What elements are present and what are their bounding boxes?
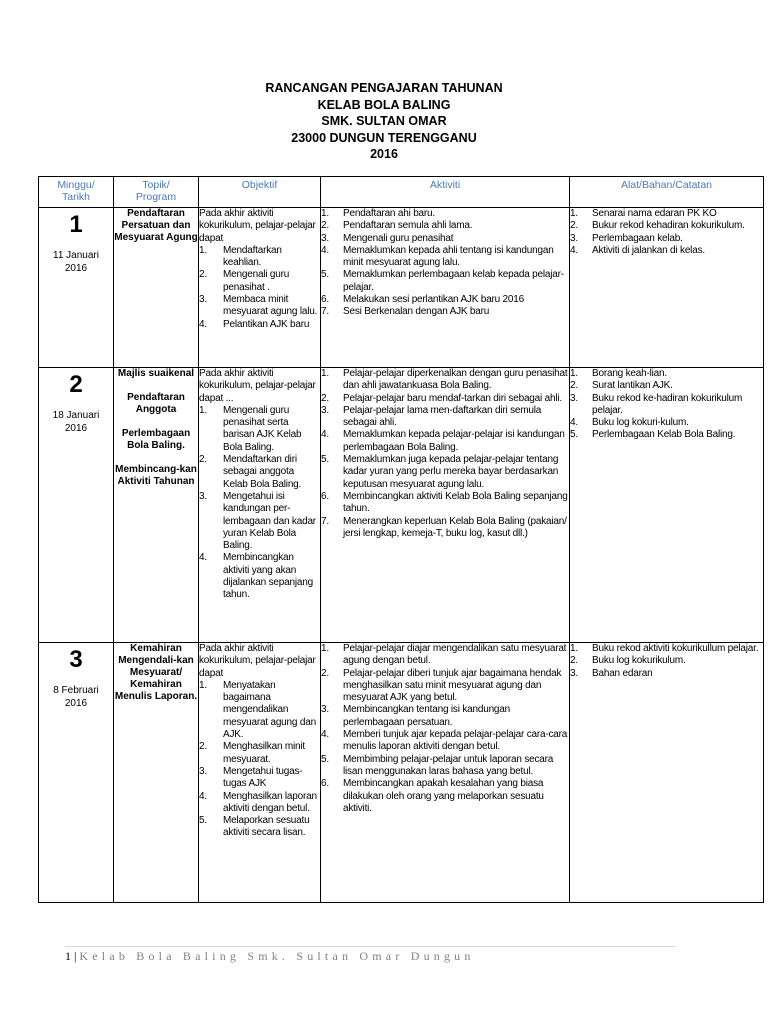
tool-item: 3. Buku rekod ke-hadiran kokurikulum pelajar. bbox=[570, 392, 743, 416]
objective-item: 2. Mengenali guru penasihat . bbox=[199, 269, 290, 293]
tools-cell bbox=[570, 643, 764, 903]
col-tools: Alat/Bahan/Catatan bbox=[570, 177, 764, 208]
topic-cell bbox=[114, 368, 199, 643]
tools-cell bbox=[570, 208, 764, 368]
activity-item: 4. Memberi tunjuk ajar kepada pelajar-pelajar cara-cara menulis laporan aktiviti dengan betul. bbox=[321, 729, 568, 753]
week-number: 1 bbox=[69, 211, 83, 238]
activity-item: 3. Mengenali guru penasihat bbox=[321, 232, 454, 244]
table-header-row bbox=[39, 177, 764, 208]
week-date: 11 Januari 2016 bbox=[53, 250, 99, 274]
activity-item: 7. Sesi Berkenalan dengan AJK baru bbox=[321, 306, 490, 318]
tool-item: 4. Buku log kokuri-kulum. bbox=[570, 417, 689, 429]
tool-item: 1. Borang keah-lian. bbox=[570, 368, 667, 379]
activity-item: 6. Membincangkan apakah kesalahan yang biasa dilakukan oleh orang yang melaporkan sesuatu aktiviti. bbox=[321, 778, 544, 814]
table-row bbox=[39, 643, 764, 903]
objective-cell bbox=[199, 368, 321, 643]
tool-item: 2. Bukur rekod kehadiran kokurikulum. bbox=[570, 220, 745, 232]
topic-cell bbox=[114, 643, 199, 903]
activity-item: 2. Pelajar-pelajar baru mendaf-tarkan diri sebagai ahli. bbox=[321, 392, 562, 404]
header-club: KELAB BOLA BALING bbox=[317, 97, 451, 112]
tool-item: 5. Perlembagaan Kelab Bola Baling. bbox=[570, 429, 736, 441]
tool-item: 3. Perlembagaan kelab. bbox=[570, 232, 683, 244]
activity-item: 3. Pelajar-pelajar lama men-daftarkan diri semula sebagai ahli. bbox=[321, 404, 542, 429]
activity-item: 7. Menerangkan keperluan Kelab Bola Baling (pakaian/ jersi lengkap, kemeja-T, buku log, kasut dll.) bbox=[321, 515, 567, 539]
tool-item: 1. Senarai nama edaran PK KO bbox=[570, 208, 717, 219]
week-date: 8 Februari 2016 bbox=[53, 685, 99, 709]
week-number: 2 bbox=[69, 371, 83, 398]
objective-item: 2. Menghasilkan minit mesyuarat. bbox=[199, 741, 305, 765]
activity-item: 4. Memaklumkan kepada pelajar-pelajar isi kandungan perlembagaan Bola Baling. bbox=[321, 429, 565, 453]
col-week: Minggu/ Tarikh bbox=[39, 177, 114, 208]
objective-intro: Pada akhir aktiviti kokurikulum, pelajar-pelajar dapat ... bbox=[199, 368, 316, 404]
col-activity: Aktiviti bbox=[321, 177, 570, 208]
objective-item: 3. Mengetahui tugas-tugas AJK bbox=[199, 765, 303, 790]
week-cell bbox=[39, 208, 114, 368]
week-cell bbox=[39, 368, 114, 643]
activity-cell bbox=[321, 643, 570, 903]
topic-item: Pendaftaran Anggota bbox=[127, 392, 185, 415]
objective-item: 3. Membaca minit mesyuarat agung lalu. bbox=[199, 294, 318, 318]
document-header bbox=[0, 80, 768, 163]
activity-item: 3. Membincangkan tentang isi kandungan perlembagaan persatuan. bbox=[321, 704, 511, 728]
objective-item: 4. Membincangkan aktiviti yang akan dijalankan sepanjang tahun. bbox=[199, 552, 313, 601]
activity-item: 2. Pendaftaran semula ahli lama. bbox=[321, 220, 473, 232]
header-address: 23000 DUNGUN TERENGGANU bbox=[291, 130, 477, 145]
activity-item: 5. Membimbing pelajar-pelajar untuk laporan secara lisan menggunakan laras bahasa yang betul. bbox=[321, 753, 554, 777]
col-objective: Objektif bbox=[199, 177, 321, 208]
topic-item: Pendaftaran Persatuan dan Mesyuarat Agung bbox=[114, 208, 198, 243]
activity-item: 6. Melakukan sesi perlantikan AJK baru 2016 bbox=[321, 294, 525, 306]
topic-item: Membincang-kan Aktiviti Tahunan bbox=[115, 464, 197, 487]
activity-item: 1. Pendaftaran ahi baru. bbox=[321, 208, 435, 219]
objective-item: 2. Mendaftarkan diri sebagai anggota Kelab Bola Baling. bbox=[199, 454, 302, 490]
footer-text: Kelab Bola Baling Smk. Sultan Omar Dungun bbox=[79, 949, 475, 963]
objective-item: 1. Menyatakan bagaimana mengendalikan mesyuarat agung dan AJK. bbox=[199, 679, 316, 741]
topic-cell bbox=[114, 208, 199, 368]
topic-item: Kemahiran Mengendali-kan Mesyuarat/ Kemahiran Menulis Laporan. bbox=[114, 643, 198, 702]
tool-item: 1. Buku rekod aktiviti kokurikullum pelajar. bbox=[570, 643, 759, 654]
lesson-plan-table bbox=[38, 176, 764, 903]
activity-item: 1. Pelajar-pelajar diajar mengendalikan satu mesyuarat agung dengan betul. bbox=[321, 643, 567, 667]
objective-item: 1. Mengenali guru penasihat serta barisan AJK Kelab Bola Baling. bbox=[199, 404, 302, 453]
header-title: RANCANGAN PENGAJARAN TAHUNAN bbox=[265, 81, 503, 95]
objective-item: 5. Melaporkan sesuatu aktiviti secara lisan. bbox=[199, 815, 310, 839]
page-number: 1 bbox=[65, 949, 71, 963]
objective-intro: Pada akhir aktiviti kokurikulum, pelajar-pelajar dapat bbox=[199, 643, 316, 679]
objective-item: 3. Mengetahui isi kandungan per-lembagaan dan kadar yuran Kelab Bola Baling. bbox=[199, 490, 316, 552]
objective-cell bbox=[199, 643, 321, 903]
week-number: 3 bbox=[69, 646, 83, 673]
activity-item: 2. Pelajar-pelajar diberi tunjuk ajar bagaimana hendak menghasilkan satu minit mesyuarat agung dan mesyuarat AJK yang betul. bbox=[321, 667, 562, 704]
col-topic: Topik/ Program bbox=[114, 177, 199, 208]
table-row bbox=[39, 208, 764, 368]
tool-item: 3. Bahan edaran bbox=[570, 667, 653, 679]
week-cell bbox=[39, 643, 114, 903]
objective-item: 4. Pelantikan AJK baru bbox=[199, 318, 310, 330]
activity-item: 1. Pelajar-pelajar diperkenalkan dengan guru penasihat dan ahli jawatankuasa Bola Baling. bbox=[321, 368, 568, 392]
objective-item: 4. Menghasilkan laporan aktiviti dengan betul. bbox=[199, 790, 317, 814]
header-year: 2016 bbox=[370, 147, 398, 161]
activity-item: 4. Memaklumkan kepada ahli tentang isi kandungan minit mesyuarat agung lalu. bbox=[321, 244, 554, 269]
tools-cell bbox=[570, 368, 764, 643]
footer-separator: | bbox=[74, 949, 77, 963]
header-school: SMK. SULTAN OMAR bbox=[321, 114, 447, 128]
topic-item: Perlembagaan Bola Baling. bbox=[121, 428, 191, 451]
objective-item: 1. Mendaftarkan keahlian. bbox=[199, 244, 282, 269]
tool-item: 2. Surat lantikan AJK. bbox=[570, 380, 673, 392]
tool-item: 4. Aktiviti di jalankan di kelas. bbox=[570, 244, 705, 256]
activity-item: 5. Memaklumkan juga kepada pelajar-pelajar tentang kadar yuran yang perlu mereka bayar berdasarkan keputusan mesyuarat agung lalu. bbox=[321, 454, 559, 490]
table-row bbox=[39, 368, 764, 643]
objective-intro: Pada akhir aktiviti kokurikulum, pelajar-pelajar dapat bbox=[199, 208, 316, 244]
objective-cell bbox=[199, 208, 321, 368]
tool-item: 2. Buku log kokurikulum. bbox=[570, 655, 686, 667]
activity-cell bbox=[321, 368, 570, 643]
activity-cell bbox=[321, 208, 570, 368]
page-footer bbox=[65, 946, 675, 964]
topic-item: Majlis suaikenal bbox=[117, 368, 195, 379]
activity-item: 5. Memaklumkan perlembagaan kelab kepada pelajar-pelajar. bbox=[321, 269, 564, 293]
activity-item: 6. Membincangkan aktiviti Kelab Bola Baling sepanjang tahun. bbox=[321, 490, 568, 515]
week-date: 18 Januari 2016 bbox=[52, 410, 100, 434]
